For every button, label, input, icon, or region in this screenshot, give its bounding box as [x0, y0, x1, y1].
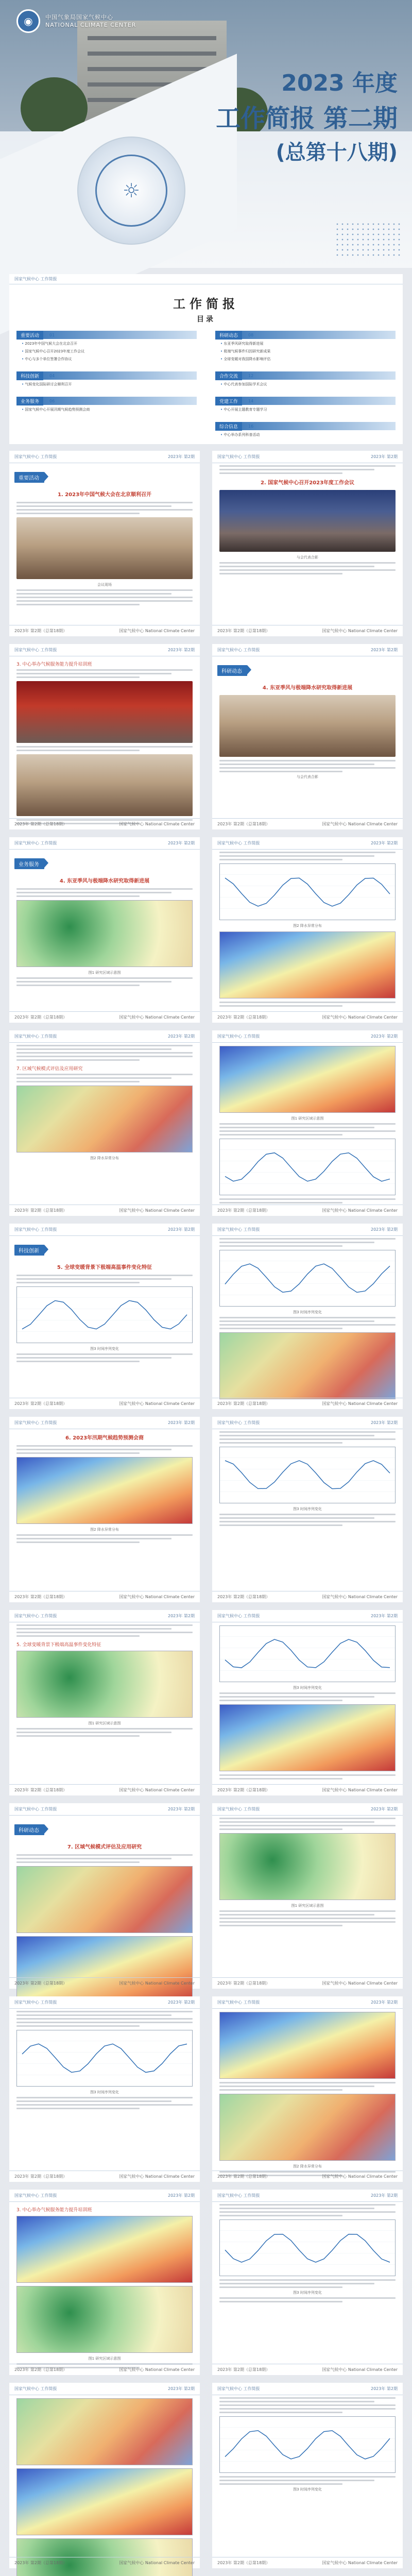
- page-header: [9, 2383, 200, 2395]
- brief-page: [9, 1996, 200, 2182]
- photo: [16, 754, 193, 816]
- page-header-title: 国家气候中心 工作简报: [217, 2386, 260, 2391]
- paragraph: [16, 669, 193, 678]
- paragraph: [219, 1123, 396, 1136]
- page-header: [9, 2190, 200, 2202]
- brief-page: [212, 1030, 403, 1216]
- page-header-title: 国家气候中心 工作简报: [217, 841, 260, 845]
- page-header: [212, 1417, 403, 1429]
- page-header: [9, 1224, 200, 1236]
- footer-issue: 2023年 第2期（总第18期）: [217, 629, 270, 633]
- cover: [0, 0, 412, 268]
- page-footer: [212, 1398, 403, 1409]
- page-footer: [9, 1011, 200, 1023]
- figure-caption: 图3 时间序列变化: [293, 1507, 322, 1511]
- page-header: [212, 1803, 403, 1816]
- footer-issue: 2023年 第2期（总第18期）: [217, 2561, 270, 2565]
- map-figure: [16, 2216, 193, 2283]
- chart-figure: [16, 1286, 193, 1343]
- footer-org: 国家气候中心 National Climate Center: [322, 2367, 398, 2372]
- page-footer: [212, 2557, 403, 2568]
- footer-issue: 2023年 第2期（总第18期）: [217, 1208, 270, 1213]
- cover-dot-grid: [335, 222, 402, 258]
- page-header-issue: 2023年 第2期: [168, 2000, 195, 2005]
- page-header-title: 国家气候中心 工作简报: [14, 1227, 57, 1232]
- page-footer: [212, 1591, 403, 1602]
- cover-year: 2023 年度: [281, 70, 398, 96]
- section-band: [9, 855, 200, 872]
- photo: [16, 517, 193, 579]
- paragraph: [16, 2011, 193, 2027]
- brief-page: [9, 451, 200, 636]
- page-footer: [212, 1784, 403, 1795]
- paragraph: [16, 589, 193, 605]
- chart-figure: [219, 2219, 396, 2276]
- page-header-issue: 2023年 第2期: [371, 1420, 398, 1425]
- paragraph: [219, 2476, 396, 2485]
- page-header-title: 国家气候中心 工作简报: [217, 648, 260, 652]
- brief-page: [9, 644, 200, 829]
- chart-figure: [219, 1250, 396, 1307]
- map-figure: [219, 2094, 396, 2161]
- article-subtitle: 3. 中心举办气候服务能力提升培训班: [16, 662, 92, 667]
- figure-caption: 图3 时间序列变化: [90, 1347, 119, 1351]
- figure-caption: 图2 降水异常分布: [90, 1156, 119, 1160]
- article-title: 7. 区域气候模式评估及应用研究: [67, 1844, 142, 1850]
- page-header-issue: 2023年 第2期: [371, 1807, 398, 1811]
- section-tag: 科研动态: [217, 665, 247, 676]
- paragraph: [16, 1445, 193, 1454]
- page-header-title: 国家气候中心 工作简报: [217, 454, 260, 459]
- section-band: [9, 468, 200, 486]
- footer-org: 国家气候中心 National Climate Center: [119, 1401, 195, 1406]
- footer-issue: 2023年 第2期（总第18期）: [14, 629, 67, 633]
- page-header-title: 国家气候中心 工作简报: [14, 1034, 57, 1039]
- page-footer: [9, 818, 200, 829]
- chart-line: [225, 2431, 390, 2459]
- map-figure: [16, 1086, 193, 1153]
- chart-figure: [219, 1625, 396, 1682]
- footer-org: 国家气候中心 National Climate Center: [119, 2174, 195, 2179]
- brief-page: [212, 644, 403, 829]
- page-header-issue: 2023年 第2期: [371, 2193, 398, 2198]
- paragraph: [219, 2297, 396, 2302]
- page-footer: [212, 2364, 403, 2375]
- page-header-issue: 2023年 第2期: [168, 1034, 195, 1039]
- page-header-issue: 2023年 第2期: [371, 841, 398, 845]
- paragraph: [219, 2397, 396, 2413]
- page-footer: [9, 1977, 200, 1989]
- page-header: [212, 837, 403, 850]
- footer-issue: 2023年 第2期（总第18期）: [14, 1401, 67, 1406]
- page-header: [212, 1030, 403, 1043]
- footer-issue: 2023年 第2期（总第18期）: [14, 2174, 67, 2179]
- footer-issue: 2023年 第2期（总第18期）: [217, 1788, 270, 1792]
- paragraph: [219, 2279, 396, 2288]
- figure-caption: 图1 研究区域示意图: [88, 1721, 121, 1725]
- cover-logo-bar: [16, 9, 136, 33]
- cover-title-block: [216, 64, 398, 165]
- toc-section[interactable]: 业务服务 06 • 国家气候中心开展汛期气候趋势预测会商: [16, 397, 197, 413]
- page-header-issue: 2023年 第2期: [168, 1614, 195, 1618]
- chart-figure: [219, 1139, 396, 1195]
- footer-org: 国家气候中心 National Climate Center: [119, 1208, 195, 1213]
- section-band: [9, 1821, 200, 1838]
- paragraph: [219, 1238, 396, 1247]
- footer-org: 国家气候中心 National Climate Center: [322, 1981, 398, 1986]
- page-header: [9, 1803, 200, 1816]
- page-header-title: 国家气候中心 工作简报: [14, 1614, 57, 1618]
- cover-total: (总第十八期): [276, 141, 398, 164]
- brief-page: [9, 2190, 200, 2375]
- footer-issue: 2023年 第2期（总第18期）: [14, 2367, 67, 2372]
- paragraph: [219, 1774, 396, 1780]
- map-figure: [16, 1651, 193, 1718]
- page-footer: [9, 625, 200, 636]
- toc-column-right: [215, 331, 396, 447]
- footer-org: 国家气候中心 National Climate Center: [119, 2367, 195, 2372]
- toc-title: 工作简报: [173, 297, 239, 311]
- footer-issue: 2023年 第2期（总第18期）: [14, 822, 67, 826]
- footer-org: 国家气候中心 National Climate Center: [322, 1208, 398, 1213]
- map-figure: [16, 2398, 193, 2465]
- page-footer: [212, 625, 403, 636]
- paragraph: [16, 888, 193, 897]
- map-figure: [219, 2012, 396, 2079]
- paragraph: [16, 1353, 193, 1362]
- section-tag: 重要活动: [14, 472, 44, 483]
- toc-section[interactable]: 科研动态 08 • 东亚季风研究取得新进展 • 极端气候事件归因研究新成果 • 全球变暖对我国降水影响评估: [215, 331, 396, 362]
- page-header-title: 国家气候中心 工作简报: [217, 1420, 260, 1425]
- brief-page: [212, 2383, 403, 2568]
- chart-figure: [219, 1447, 396, 1503]
- page-header-title: 国家气候中心 工作简报: [14, 1420, 57, 1425]
- page-header-issue: 2023年 第2期: [168, 454, 195, 459]
- figure-caption: 图2 降水异常分布: [90, 1528, 119, 1532]
- page-header-issue: 2023年 第2期: [168, 2193, 195, 2198]
- figure-caption: 会议现场: [97, 583, 112, 587]
- article-subtitle: 3. 中心举办气候服务能力提升培训班: [16, 2208, 92, 2213]
- map-figure: [16, 1457, 193, 1524]
- paragraph: [219, 562, 396, 574]
- page-header-title: 国家气候中心 工作简报: [14, 1807, 57, 1811]
- figure-caption: 图1 研究区域示意图: [88, 2357, 121, 2361]
- footer-issue: 2023年 第2期（总第18期）: [217, 2367, 270, 2372]
- page-header-title: 国家气候中心 工作简报: [217, 1614, 260, 1618]
- page-header: [9, 837, 200, 850]
- article-subtitle: 7. 区域气候模式评估及应用研究: [16, 1066, 83, 1072]
- footer-issue: 2023年 第2期（总第18期）: [14, 1981, 67, 1986]
- footer-org: 国家气候中心 National Climate Center: [322, 629, 398, 633]
- page-header-title: 国家气候中心 工作简报: [14, 454, 57, 459]
- section-band: [212, 662, 403, 679]
- paragraph: [219, 852, 396, 860]
- page-footer: [9, 2364, 200, 2375]
- page-header-issue: 2023年 第2期: [371, 2386, 398, 2391]
- paragraph: [219, 1317, 396, 1329]
- toc-section[interactable]: 重要活动 01 • 2023年中国气候大会在北京召开 • 国家气候中心召开2023年度工作会议 • 中心与多个单位签署合作协议: [16, 331, 197, 362]
- footer-org: 国家气候中心 National Climate Center: [119, 1981, 195, 1986]
- toc-subtitle: 目录: [197, 315, 215, 324]
- footer-org: 国家气候中心 National Climate Center: [119, 1595, 195, 1599]
- cover-emblem: [77, 137, 185, 245]
- page-footer: [9, 1591, 200, 1602]
- page-header-title: 国家气候中心 工作简报: [14, 2386, 57, 2391]
- brief-page: [212, 1803, 403, 1989]
- map-figure: [219, 1704, 396, 1771]
- paragraph: [219, 760, 396, 772]
- page-header: [9, 1610, 200, 1622]
- footer-issue: 2023年 第2期（总第18期）: [217, 2174, 270, 2179]
- figure-caption: 图2 降水异常分布: [293, 2164, 322, 2168]
- page-footer: [212, 818, 403, 829]
- figure-caption: 与会代表合影: [297, 555, 318, 560]
- page-header-title: 国家气候中心 工作简报: [217, 1034, 260, 1039]
- map-figure: [16, 1866, 193, 1933]
- footer-org: 国家气候中心 National Climate Center: [119, 822, 195, 826]
- brief-page: [212, 1224, 403, 1409]
- footer-org: 国家气候中心 National Climate Center: [119, 2561, 195, 2565]
- page-footer: [9, 1205, 200, 1216]
- paragraph: [219, 1818, 396, 1830]
- photo: [219, 695, 396, 757]
- footer-issue: 2023年 第2期（总第18期）: [14, 1788, 67, 1792]
- section-tag: 科研动态: [14, 1824, 44, 1835]
- paragraph: [16, 1074, 193, 1082]
- article-subtitle: 5. 全球变暖背景下极端高温事件变化特征: [16, 1642, 101, 1648]
- paragraph: [219, 1198, 396, 1204]
- map-figure: [219, 931, 396, 998]
- article-title: 2. 国家气候中心召开2023年度工作会议: [260, 480, 355, 486]
- chart-line: [225, 878, 390, 906]
- toc-section[interactable]: 合作交流 12 • 中心代表参加国际学术会议: [215, 371, 396, 387]
- map-figure: [219, 1833, 396, 1900]
- page-footer: [212, 1205, 403, 1216]
- page-header: [9, 644, 200, 656]
- paragraph: [16, 1275, 193, 1283]
- paragraph: [219, 2204, 396, 2216]
- figure-caption: 图1 研究区域示意图: [88, 971, 121, 975]
- footer-issue: 2023年 第2期（总第18期）: [217, 1595, 270, 1599]
- paragraph: [16, 1624, 193, 1637]
- section-tag: 业务服务: [14, 858, 44, 869]
- page-header: [212, 1224, 403, 1236]
- map-figure: [16, 2286, 193, 2353]
- article-title: 1. 2023年中国气候大会在北京顺利召开: [57, 492, 152, 498]
- globe-icon: ◉: [16, 9, 40, 33]
- brief-page: [212, 837, 403, 1023]
- page-header: [9, 451, 200, 463]
- page-footer: [212, 2171, 403, 2182]
- map-figure: [219, 1046, 396, 1113]
- footer-org: 国家气候中心 National Climate Center: [322, 2561, 398, 2565]
- page-footer: [212, 1011, 403, 1023]
- brief-page: [212, 1996, 403, 2182]
- footer-issue: 2023年 第2期（总第18期）: [217, 1401, 270, 1406]
- page-header-title: 国家气候中心 工作简报: [14, 2000, 57, 2005]
- paragraph: [219, 1692, 396, 1701]
- footer-org: 国家气候中心 National Climate Center: [322, 2174, 398, 2179]
- emblem-icon: ☼: [95, 155, 167, 227]
- map-figure: [219, 1332, 396, 1399]
- paragraph: [219, 465, 396, 474]
- chart-line: [225, 2234, 390, 2262]
- page-header: [9, 1996, 200, 2009]
- figure-caption: 与会代表合影: [297, 775, 318, 779]
- brief-page: [9, 2383, 200, 2568]
- brief-page: [9, 1030, 200, 1216]
- footer-org: 国家气候中心 National Climate Center: [322, 822, 398, 826]
- section-tag: 科技创新: [14, 1245, 44, 1256]
- brief-page: [9, 1803, 200, 1989]
- paragraph: [219, 1431, 396, 1444]
- article-title: 4. 东亚季风与极端降水研究取得新进展: [59, 878, 150, 884]
- page-header-title: 国家气候中心 工作简报: [217, 2193, 260, 2198]
- paragraph: [219, 1514, 396, 1526]
- page-header-issue: 2023年 第2期: [371, 648, 398, 652]
- org-name-cn: 中国气象局国家气候中心: [45, 14, 113, 21]
- page-header-title: 国家气候中心 工作简报: [217, 1807, 260, 1811]
- brief-page: [9, 1224, 200, 1409]
- photo: [16, 681, 193, 743]
- chart-figure: [16, 2030, 193, 2087]
- page-header-issue: 2023年 第2期: [168, 648, 195, 652]
- figure-caption: 图1 研究区域示意图: [291, 1116, 324, 1121]
- figure-caption: 图1 研究区域示意图: [291, 1904, 324, 1908]
- page-header-issue: 2023年 第2期: [168, 1420, 195, 1425]
- footer-issue: 2023年 第2期（总第18期）: [217, 822, 270, 826]
- paragraph: [16, 1728, 193, 1737]
- page-header: [212, 644, 403, 656]
- footer-org: 国家气候中心 National Climate Center: [119, 1788, 195, 1792]
- table-of-contents: [9, 274, 403, 444]
- article-title: 5. 全球变暖背景下极端高温事件变化特征: [57, 1265, 152, 1270]
- page-header-issue: 2023年 第2期: [168, 2386, 195, 2391]
- page-header-issue: 2023年 第2期: [371, 454, 398, 459]
- page-footer: [9, 1398, 200, 1409]
- footer-issue: 2023年 第2期（总第18期）: [14, 2561, 67, 2565]
- toc-section[interactable]: 党建工作 14 • 中心开展主题教育专题学习: [215, 397, 396, 413]
- footer-issue: 2023年 第2期（总第18期）: [14, 1015, 67, 1020]
- brief-page: [212, 451, 403, 636]
- chart-figure: [219, 2416, 396, 2473]
- chart-line: [22, 1300, 187, 1329]
- brief-page: [212, 1417, 403, 1602]
- toc-section[interactable]: 综合信息 16 • 中心举办系列科普活动: [215, 422, 396, 438]
- map-figure: [16, 2468, 193, 2535]
- brief-page: [9, 837, 200, 1023]
- figure-caption: 图3 时间序列变化: [90, 2090, 119, 2094]
- article-title: 6. 2023年汛期气候趋势预测会商: [65, 1435, 144, 1441]
- figure-caption: 图2 降水异常分布: [293, 924, 322, 928]
- brief-page: [212, 2190, 403, 2375]
- page-header-title: 国家气候中心 工作简报: [14, 2193, 57, 2198]
- chart-line: [225, 1264, 390, 1292]
- article-title: 4. 东亚季风与极端降水研究取得新进展: [262, 685, 353, 691]
- chart-line: [225, 1461, 390, 1489]
- paragraph: [16, 502, 193, 514]
- paragraph: [16, 2097, 193, 2109]
- paragraph: [16, 1854, 193, 1863]
- page-header: [212, 2383, 403, 2395]
- page-header-issue: 2023年 第2期: [371, 1227, 398, 1232]
- chart-line: [225, 1639, 390, 1668]
- page-header: [212, 1996, 403, 2009]
- paragraph: [219, 1002, 396, 1007]
- org-name-en: NATIONAL CLIMATE CENTER: [45, 22, 136, 28]
- brief-page: [212, 1610, 403, 1795]
- footer-org: 国家气候中心 National Climate Center: [322, 1015, 398, 1020]
- page-header-title: 国家气候中心 工作简报: [14, 648, 57, 652]
- map-figure: [16, 900, 193, 967]
- footer-org: 国家气候中心 National Climate Center: [322, 1595, 398, 1599]
- page-header-issue: 2023年 第2期: [168, 841, 195, 845]
- page-footer: [9, 2557, 200, 2568]
- page-header: [9, 1030, 200, 1043]
- brief-page: [9, 1417, 200, 1602]
- paragraph: [16, 1045, 193, 1061]
- page-header: [9, 1417, 200, 1429]
- paragraph: [16, 977, 193, 986]
- figure-caption: 图3 时间序列变化: [293, 2291, 322, 2295]
- toc-column-left: [16, 331, 197, 422]
- footer-org: 国家气候中心 National Climate Center: [119, 629, 195, 633]
- footer-org: 国家气候中心 National Climate Center: [322, 1788, 398, 1792]
- map-figure: [16, 1936, 193, 2003]
- page-footer: [9, 1784, 200, 1795]
- page-header-issue: 2023年 第2期: [168, 1807, 195, 1811]
- page-header: [212, 2190, 403, 2202]
- paragraph: [16, 746, 193, 751]
- page-header-title: 国家气候中心 工作简报: [14, 841, 57, 845]
- photo: [219, 490, 396, 552]
- chart-line: [225, 1153, 390, 1181]
- paragraph: [16, 1534, 193, 1543]
- page-header-title: 国家气候中心 工作简报: [217, 2000, 260, 2005]
- page-header-issue: 2023年 第2期: [168, 1227, 195, 1232]
- page-header-issue: 2023年 第2期: [371, 1034, 398, 1039]
- page-footer: [9, 2171, 200, 2182]
- cover-issue: 工作简报 第二期: [216, 104, 398, 133]
- page-footer: [212, 1977, 403, 1989]
- page-header-title: 国家气候中心 工作简报: [217, 1227, 260, 1232]
- brief-page: [9, 1610, 200, 1795]
- toc-section[interactable]: 科技创新 04 • 气候变化国际研讨会顺利召开: [16, 371, 197, 387]
- figure-caption: 图3 时间序列变化: [293, 1310, 322, 1314]
- page-header: [212, 1610, 403, 1622]
- footer-issue: 2023年 第2期（总第18期）: [217, 1015, 270, 1020]
- page-header: [212, 451, 403, 463]
- paragraph: [219, 2082, 396, 2091]
- chart-line: [22, 2044, 187, 2072]
- footer-issue: 2023年 第2期（总第18期）: [217, 1981, 270, 1986]
- chart-figure: [219, 863, 396, 920]
- page-header-issue: 2023年 第2期: [371, 1614, 398, 1618]
- footer-issue: 2023年 第2期（总第18期）: [14, 1595, 67, 1599]
- figure-caption: 图3 时间序列变化: [293, 1686, 322, 1690]
- page-header-issue: 2023年 第2期: [371, 2000, 398, 2005]
- footer-org: 国家气候中心 National Climate Center: [119, 1015, 195, 1020]
- figure-caption: 图3 时间序列变化: [293, 2487, 322, 2492]
- footer-issue: 2023年 第2期（总第18期）: [14, 1208, 67, 1213]
- footer-org: 国家气候中心 National Climate Center: [322, 1401, 398, 1406]
- section-band: [9, 1241, 200, 1259]
- paragraph: [219, 1910, 396, 1926]
- toc-header: 国家气候中心 工作简报: [9, 274, 403, 284]
